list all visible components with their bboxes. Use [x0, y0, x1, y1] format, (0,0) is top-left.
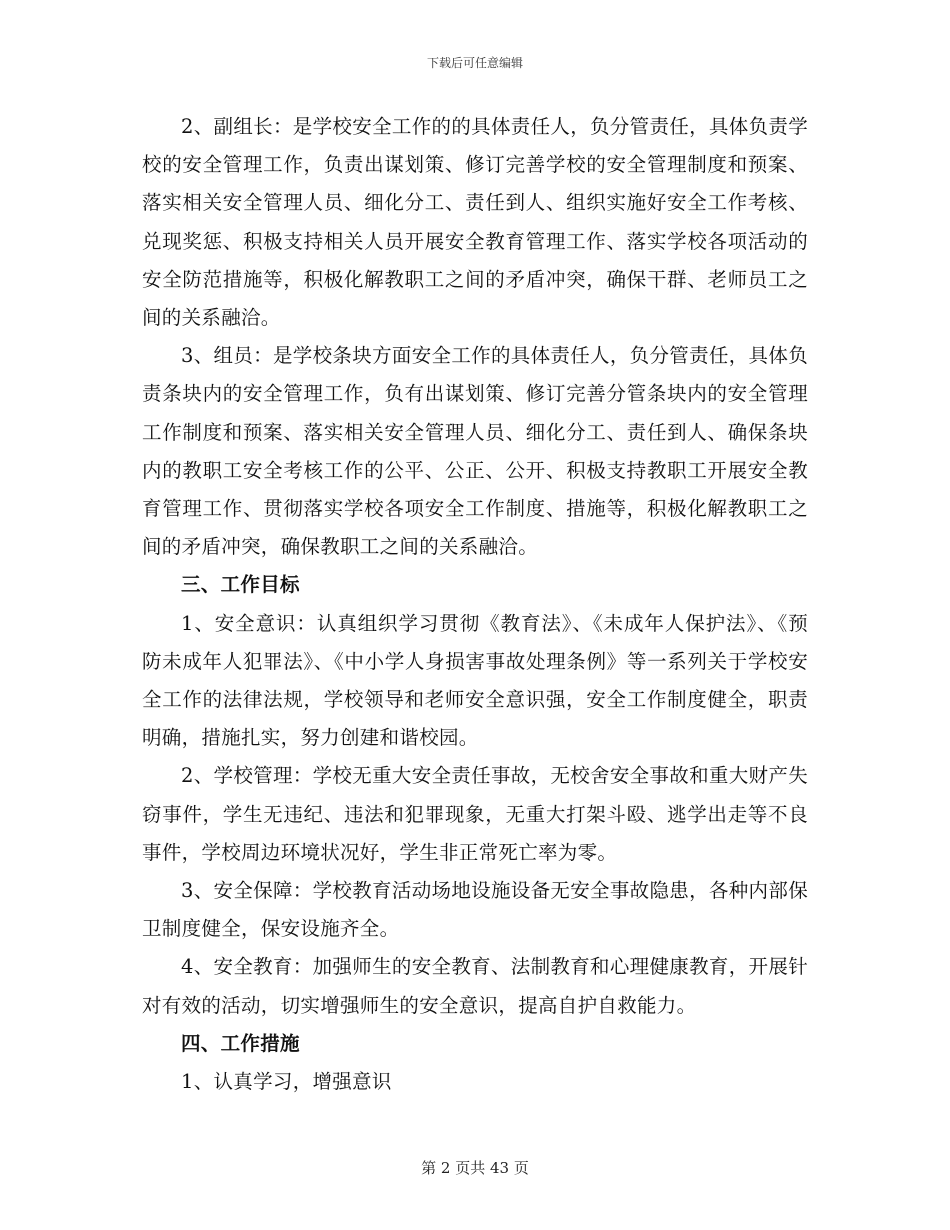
- document-body: [142, 108, 808, 1101]
- paragraph-safety-awareness: 1、安全意识：认真组织学习贯彻《教育法》、《未成年人保护法》、《预防未成年人犯罪法》、《中小学人身损害事故处理条例》等一系列关于学校安全工作的法律法规，学校领导和老师安全意识强，安全工作制度健全，职责明确，措施扎实，努力创建和谐校园。: [142, 611, 808, 750]
- page-header-note: 下载后可任意编辑: [426, 56, 523, 70]
- paragraph-study-awareness: 1、认真学习，增强意识: [181, 1070, 392, 1094]
- section-heading-goals: 三、工作目标: [181, 573, 300, 597]
- section-heading-measures: 四、工作措施: [181, 1031, 300, 1055]
- paragraph-deputy-leader: 2、副组长：是学校安全工作的的具体责任人，负分管责任，具体负责学校的安全管理工作，负责出谋划策、修订完善学校的安全管理制度和预案、落实相关安全管理人员、细化分工、责任到人、组织实施好安全工作考核、兑现奖惩、积极支持相关人员开展安全教育管理工作、落实学校各项活动的安全防范措施等，积极化解教职工之间的矛盾冲突，确保干群、老师员工之间的关系融洽。: [142, 115, 808, 330]
- paragraph-safety-guarantee: 3、安全保障：学校教育活动场地设施设备无安全事故隐患，各种内部保卫制度健全，保安设施齐全。: [142, 879, 808, 941]
- paragraph-safety-education: 4、安全教育：加强师生的安全教育、法制教育和心理健康教育，开展针对有效的活动，切实增强师生的安全意识，提高自护自救能力。: [142, 955, 808, 1017]
- paragraph-members: 3、组员：是学校条块方面安全工作的具体责任人，负分管责任，具体负责条块内的安全管理工作，负有出谋划策、修订完善分管条块内的安全管理工作制度和预案、落实相关安全管理人员、细化分工、责任到人、确保条块内的教职工安全考核工作的公平、公正、公开、积极支持教职工开展安全教育管理工作、贯彻落实学校各项安全工作制度、措施等，积极化解教职工之间的矛盾冲突，确保教职工之间的关系融洽。: [142, 344, 808, 559]
- page-number: 第 2 页共 43 页: [421, 1159, 529, 1177]
- paragraph-school-management: 2、学校管理：学校无重大安全责任事故，无校舍安全事故和重大财产失窃事件，学生无违纪、违法和犯罪现象，无重大打架斗殴、逃学出走等不良事件，学校周边环境状况好，学生非正常死亡率为零。: [142, 764, 808, 864]
